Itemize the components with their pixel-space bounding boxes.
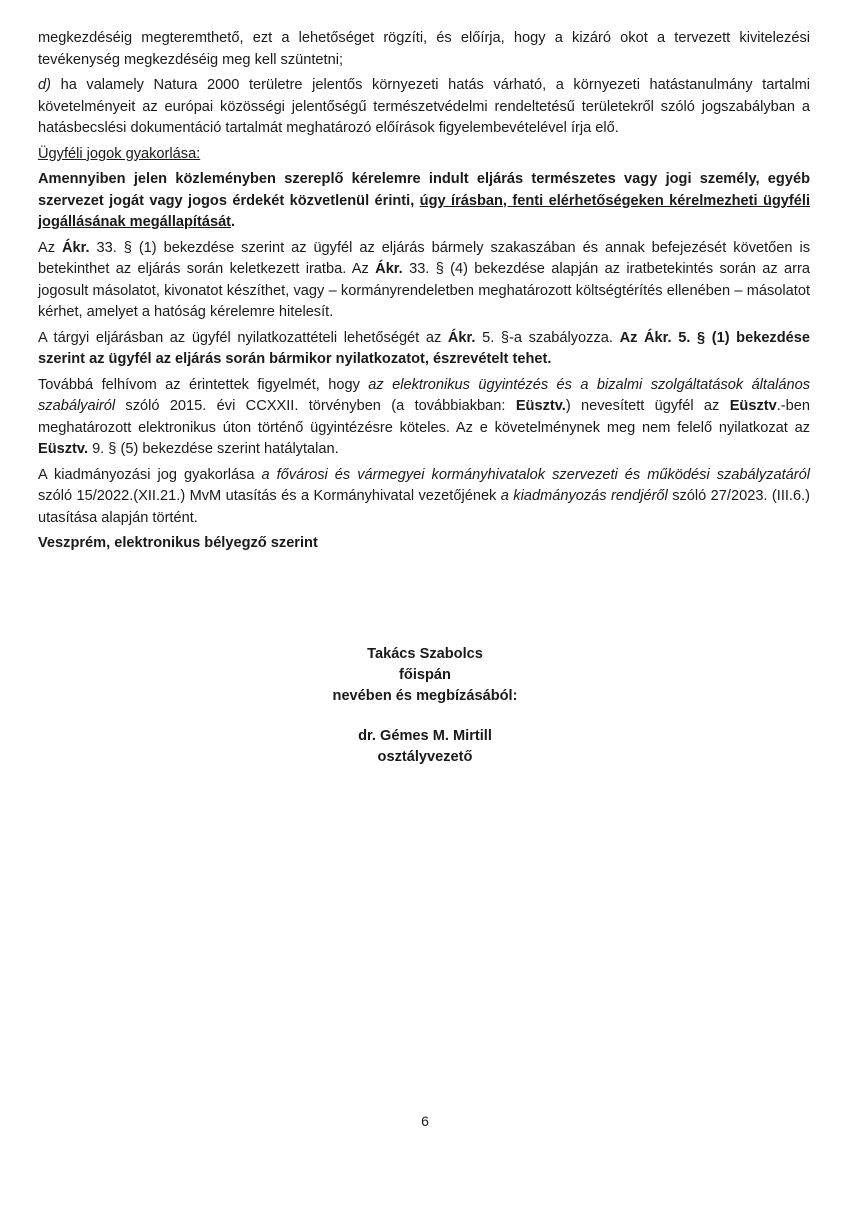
client-rights-heading: Ügyféli jogok gyakorlása:	[38, 145, 201, 162]
paragraph-d: d) ha valamely Natura 2000 területre jelentős környezeti hatás várható, a környezeti hatástanulmány tartalmi követelményeit az európai közösségi jelentőségű természetvédelmi rendeltetésű területekről szóló jogszabályban a hatásbecslési dokumentáció tartalmát meghatározó előírások figyelembevételével írja elő.	[38, 77, 810, 136]
section-heading	[38, 144, 810, 166]
underlined-request: úgy írásban, fenti elérhetőségeken kérelmezheti ügyféli jogállásának megállapítását	[38, 192, 811, 230]
signature-gap	[192, 707, 658, 726]
paragraph-continuation: megkezdéséig megteremthető, ezt a lehetőséget rögzíti, és előírja, hogy a kizáró okot a tervezett kivitelezési tevékenység megkezdéséig meg kell szüntetni;	[38, 30, 810, 68]
on-behalf-line: nevében és megbízásából:	[332, 688, 518, 704]
paragraph-electronic-admin: Továbbá felhívom az érintettek figyelmét, hogy az elektronikus ügyintézés és a bizalmi szolgáltatások általános szabályairól szóló 2015. évi CCXXII. törvényben (a továbbiakban: Eüsztv.) nevesített ügyfél az Eüsztv.-ben meghatározott elektronikus úton történő ügyintézésre köteles. Az e követelménynek meg nem felelő nyilatkozat az Eüsztv. 9. § (5) bekezdése szerint hatálytalan.	[38, 376, 810, 457]
paragraph-d-label: d)	[38, 77, 51, 93]
signatory-title: főispán	[399, 667, 451, 683]
signer-name: dr. Gémes M. Mirtill	[358, 728, 492, 744]
signature-block	[0, 644, 850, 768]
paragraph-signing-authority: A kiadmányozási jog gyakorlása a fővárosi és vármegyei kormányhivatalok szervezeti és működési szabályzatáról szóló 15/2022.(XII.21.) MvM utasítás és a Kormányhivatal vezetőjének a kiadmányozás rendjéről szóló 27/2023. (III.6.) utasítása alapján történt.	[38, 466, 811, 526]
paragraph-client-status: Amennyiben jelen közleményben szereplő kérelemre indult eljárás természetes vagy jogi személy, egyéb szervezet jogát vagy jogos érdekét közvetlenül érinti, úgy írásban, fenti elérhetőségeken kérelmezheti ügyféli jogállásának megállapítását.	[38, 171, 811, 230]
page-number: 6	[421, 1113, 429, 1129]
document-body	[38, 28, 810, 559]
signatory-name: Takács Szabolcs	[367, 646, 483, 662]
place-and-date: Veszprém, elektronikus bélyegző szerint	[38, 535, 318, 551]
signer-title: osztályvezető	[377, 749, 473, 765]
paragraph-file-inspection: Az Ákr. 33. § (1) bekezdése szerint az ügyfél az eljárás bármely szakaszában és annak befejezését követően is betekinthet az eljárás során keletkezett iratba. Az Ákr. 33. § (4) bekezdése alapján az iratbetekintés során az arra jogosult másolatot, kivonatot készíthet, vagy – kormányrendeletben meghatározott költségtérítés ellenében – másolatot kérhet, amelyet a hatóság kérelemre hitelesít.	[38, 239, 810, 320]
paragraph-statement-rights: A tárgyi eljárásban az ügyfél nyilatkozattételi lehetőségét az Ákr. 5. §-a szabályozza. Az Ákr. 5. § (1) bekezdése szerint az ügyfél az eljárás során bármikor nyilatkozatot, észrevételt tehet.	[38, 329, 810, 367]
